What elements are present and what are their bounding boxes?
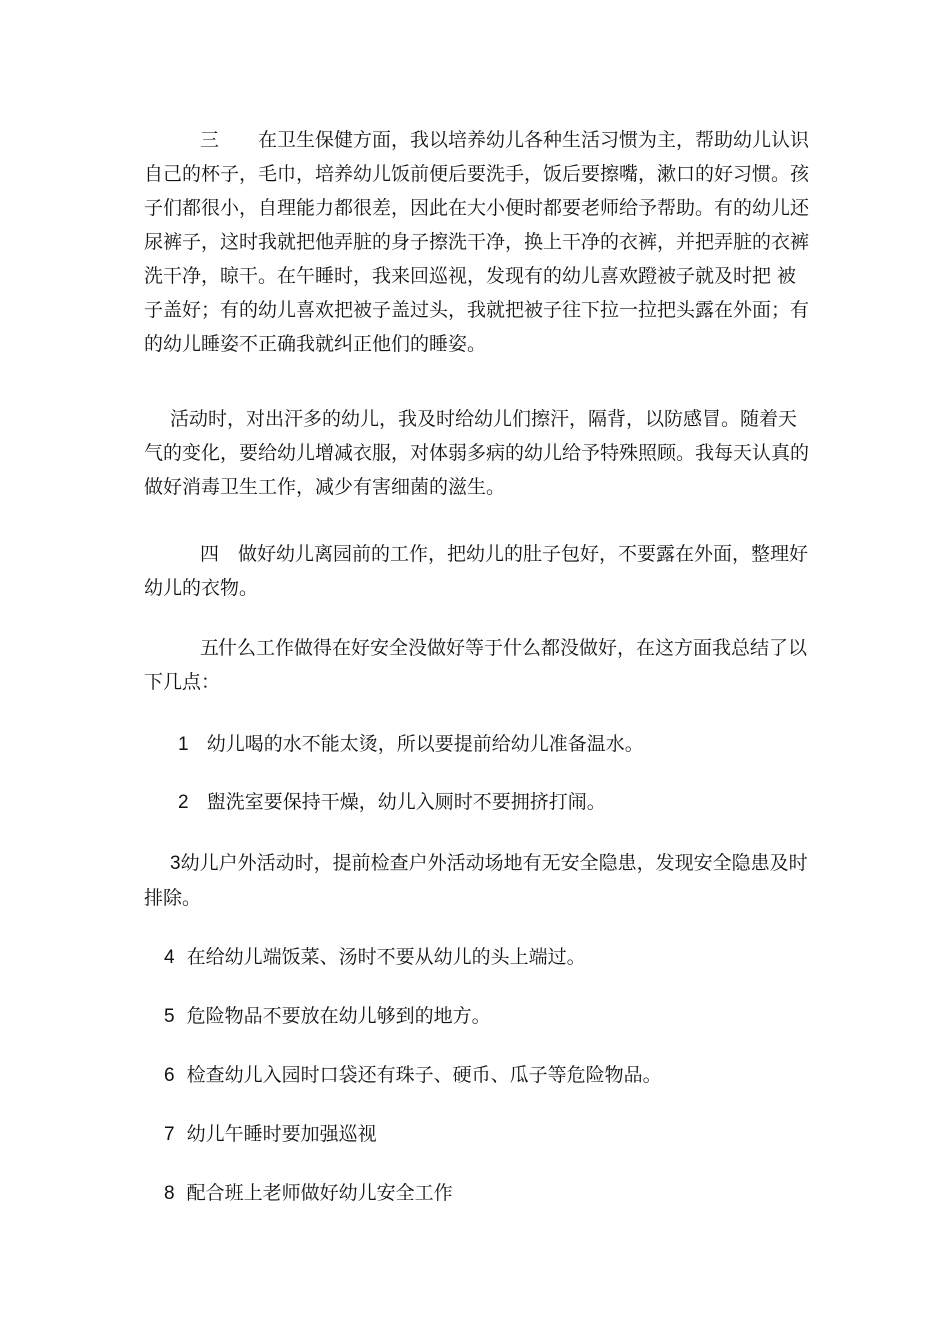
safety-point-text: 检查幼儿入园时口袋还有珠子、硬币、瓜子等危险物品。 <box>186 1064 662 1086</box>
safety-point-8 <box>144 1176 810 1211</box>
safety-point-1 <box>144 727 810 762</box>
section-five-text: 什么工作做得在好安全没做好等于什么都没做好，在这方面我总结了以下几点： <box>144 637 808 693</box>
safety-point-4 <box>144 940 810 975</box>
safety-point-3 <box>144 846 810 915</box>
section-five-marker: 五 <box>200 637 220 659</box>
safety-point-text: 配合班上老师做好幼儿安全工作 <box>186 1182 453 1204</box>
safety-point-number: 1 <box>178 734 189 755</box>
section-three-marker: 三 <box>200 129 220 151</box>
section-five-paragraph <box>144 631 810 699</box>
activity-text: 活动时，对出汗多的幼儿，我及时给幼儿们擦汗，隔背，以防感冒。随着天气的变化，要给幼儿增减衣服，对体弱多病的幼儿给予特殊照顾。我每天认真的做好消毒卫生工作，减少有害细菌的滋生。 <box>144 408 810 498</box>
safety-point-6 <box>144 1058 810 1093</box>
section-three-text: 在卫生保健方面，我以培养幼儿各种生活习惯为主，帮助幼儿认识自己的杯子，毛巾，培养幼儿饭前便后要洗手，饭后要擦嘴，漱口的好习惯。孩子们都很小，自理能力都很差，因此在大小便时都要老师给予帮助。有的幼儿还尿裤子，这时我就把他弄脏的身子擦洗干净，换上干净的衣裤，并把弄脏的衣裤洗干净，晾干。在午睡时，我来回巡视，发现有的幼儿喜欢蹬被子就及时把 被子盖好；有的幼儿喜欢把被子盖过头，我就把被子往下拉一拉把头露在外面；有的幼儿睡姿不正确我就纠正他们的睡姿。 <box>144 129 810 355</box>
safety-point-text: 盥洗室要保持干燥，幼儿入厕时不要拥挤打闹。 <box>206 791 606 813</box>
safety-point-number: 7 <box>164 1124 175 1145</box>
safety-point-text: 幼儿户外活动时，提前检查户外活动场地有无安全隐患，发现安全隐患及时排除。 <box>144 852 808 909</box>
section-three-paragraph <box>144 123 810 361</box>
safety-point-number: 8 <box>164 1183 175 1204</box>
safety-point-text: 危险物品不要放在幼儿够到的地方。 <box>186 1005 491 1027</box>
safety-point-number: 4 <box>164 947 175 968</box>
safety-point-text: 幼儿喝的水不能太烫，所以要提前给幼儿准备温水。 <box>206 733 644 755</box>
section-four-marker: 四 <box>200 543 220 565</box>
safety-point-7 <box>144 1117 810 1152</box>
safety-point-number: 6 <box>164 1065 175 1086</box>
safety-point-number: 2 <box>178 792 189 813</box>
safety-point-2 <box>144 785 810 820</box>
section-four-paragraph <box>144 537 810 605</box>
safety-point-text: 在给幼儿端饭菜、汤时不要从幼儿的头上端过。 <box>186 946 586 968</box>
section-four-text: 做好幼儿离园前的工作，把幼儿的肚子包好，不要露在外面，整理好幼儿的衣物。 <box>144 543 809 599</box>
safety-point-number: 5 <box>164 1006 175 1027</box>
safety-point-5 <box>144 999 810 1034</box>
activity-paragraph <box>144 402 810 504</box>
safety-point-text: 幼儿午睡时要加强巡视 <box>186 1123 377 1145</box>
safety-point-number: 3 <box>170 853 181 874</box>
